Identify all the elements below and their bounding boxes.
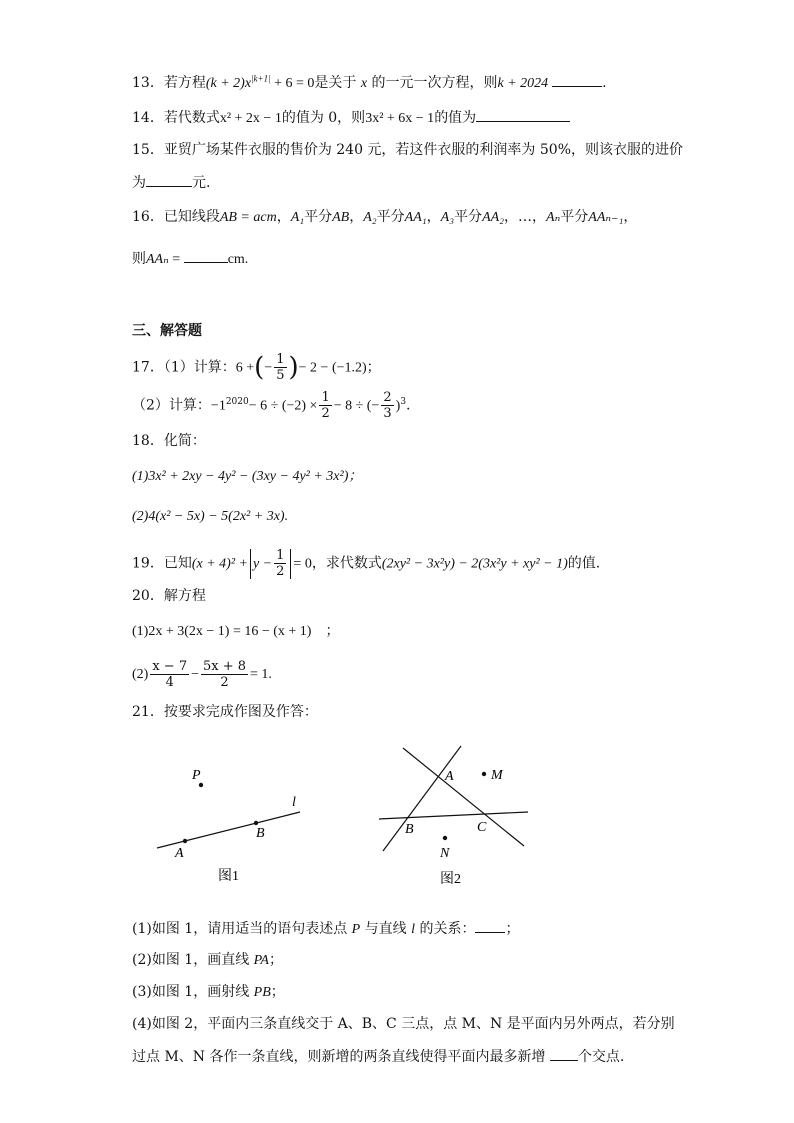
q13-exponent: |k+1| (251, 73, 271, 84)
q16-an: Aₙ (546, 210, 561, 225)
figure-1-caption: 图1 (218, 869, 239, 884)
q16-aa1: AA₁ (404, 210, 427, 225)
q20-frac1-den: 4 (165, 674, 174, 690)
q17-expr-1b: − 2 − (−1.2) (298, 360, 367, 376)
q16-answer-blank[interactable] (184, 248, 228, 263)
question-20-part-1: (1)2x + 3(2x − 1) = 16 − (x + 1) ； (132, 624, 340, 639)
q15-text-2: 元. (192, 175, 211, 191)
q19-fraction (274, 548, 286, 579)
q20-frac2-num: 5x + 8 (203, 658, 247, 674)
q16-a3: A₃ (440, 210, 455, 225)
q13-equation: (k + 2)x (205, 76, 252, 91)
question-16-line-1 (132, 207, 637, 228)
q13-answer-blank[interactable] (552, 72, 602, 87)
q16-text: 已知线段 (163, 209, 220, 225)
question-17-part-1 (132, 352, 381, 383)
q17-fraction-1 (274, 352, 286, 383)
label-p: P (192, 768, 201, 783)
point-m[interactable] (482, 772, 486, 776)
question-15-line-1: 15．亚贸广场某件衣服的售价为 240 元，若这件衣服的利润率为 50%，则该衣服的进价 (132, 142, 684, 158)
q17-number: 17． (132, 359, 164, 376)
q13-variable: x (360, 76, 368, 91)
q19-frac-den: 2 (276, 564, 285, 579)
q17-expr-2c: − 8 ÷ (− (333, 398, 380, 414)
q16-bisects-2: 平分 (376, 209, 405, 225)
label-c: C (477, 820, 487, 835)
label-m: M (491, 768, 503, 783)
q13-text: 若方程 (163, 75, 206, 91)
q17-frac1-den: 5 (276, 368, 285, 383)
q20-frac2-den: 2 (220, 674, 229, 690)
q21-2-text: (2)如图 1，画直线 (132, 952, 250, 968)
q21-1-line-l: l (411, 922, 416, 937)
q17-expr-1a: 6 + (235, 360, 255, 376)
q17-left-paren: ( (254, 352, 265, 383)
q19-number: 19． (132, 555, 164, 572)
q16-bisects: 平分 (304, 209, 333, 225)
q16-ab: AB (332, 210, 350, 225)
q17-end-2: . (406, 397, 411, 414)
q16-aa2: AA₂ (482, 210, 505, 225)
question-18-part-1: (1)3x² + 2xy − 4y² − (3xy − 4y² + 3x²)； (132, 469, 363, 484)
q19-abs-content: y − (252, 556, 273, 572)
q14-text-2: 的值为 0，则 (281, 110, 366, 126)
q17-expr-2a: −1 (210, 398, 226, 414)
question-21-part-3 (132, 982, 285, 1003)
label-a: A (445, 769, 454, 784)
question-20-part-2 (132, 656, 272, 692)
q21-1-point-p: P (351, 922, 361, 937)
label-b: B (405, 822, 414, 837)
q17-expr-2d: ) (395, 398, 401, 414)
question-14 (132, 107, 570, 129)
q16-comma-2: ， (349, 209, 364, 225)
q17-fraction-3 (381, 390, 393, 421)
q20-equals-one: = 1. (250, 667, 272, 682)
q13-end: . (602, 75, 607, 91)
q21-3-end: ； (270, 984, 285, 1000)
q19-text-3: 的值. (567, 555, 601, 572)
q16-a1: A₁ (290, 210, 305, 225)
q17-frac2-num: 1 (321, 390, 330, 405)
q14-expression-2: 3x² + 6x − 1 (365, 111, 435, 126)
q16-dots: ，…， (504, 209, 547, 225)
q21-4-end: 个交点. (577, 1049, 625, 1065)
q16-comma-3: ， (426, 209, 441, 225)
point-p[interactable] (199, 783, 203, 787)
q19-text-2: ，求代数式 (311, 555, 382, 572)
question-15-line-2 (132, 172, 210, 193)
q21-1-end: ； (505, 921, 520, 937)
q16-bisects-4: 平分 (560, 209, 589, 225)
q13-equation-rest: + 6 = 0 (270, 76, 315, 91)
q21-4-answer-blank[interactable] (550, 1046, 578, 1061)
q16-a2: A₂ (363, 210, 377, 225)
q16-segment: AB = acm (219, 210, 277, 225)
q17-expr-2b: − 6 ÷ (−2) × (248, 398, 318, 414)
q14-text: 若代数式 (163, 110, 220, 126)
q14-number: 14． (132, 110, 164, 126)
q16-number: 16． (132, 209, 164, 225)
q20-frac1-num: x − 7 (152, 658, 188, 674)
line-through-a-c (403, 748, 524, 846)
question-18-part-2: (2)4(x² − 5x) − 5(2x² + 3x). (132, 509, 289, 524)
q16-aan: AAₙ₋₁ (588, 210, 624, 225)
question-21-title: 21．按要求完成作图及作答： (132, 704, 318, 720)
label-l: l (292, 795, 296, 810)
point-b[interactable] (254, 821, 258, 825)
q19-abs-left (250, 549, 251, 579)
q16-comma-4: ， (623, 209, 638, 225)
label-n: N (440, 846, 450, 861)
q21-2-end: ； (268, 952, 283, 968)
point-a[interactable] (183, 839, 187, 843)
q13-expression: k + 2024 (497, 76, 549, 91)
q20-minus: − (191, 667, 199, 682)
line-through-a-b (383, 746, 461, 851)
q21-1-answer-blank[interactable] (475, 918, 505, 933)
q20-fraction-2 (201, 659, 248, 690)
q20-fraction-1 (150, 659, 189, 690)
q13-text-2: 是关于 (314, 75, 357, 91)
figure-1 (140, 760, 320, 890)
q17-frac1-num: 1 (276, 352, 285, 367)
point-n[interactable] (443, 836, 447, 840)
q16-comma: ， (276, 209, 291, 225)
q21-2-line-pa: PA (253, 953, 269, 968)
q16-aa-n: AAₙ (146, 252, 169, 267)
q16-text-then: 则 (132, 251, 146, 267)
q17-frac3-den: 3 (383, 406, 392, 421)
q19-text: 已知 (163, 555, 192, 572)
line-through-b-c (379, 812, 528, 819)
question-18-title: 18．化简： (132, 433, 206, 449)
q15-text: 为 (132, 175, 146, 191)
q17-exponent-3: 3 (400, 396, 407, 407)
q21-1-text: (1)如图 1，请用适当的语句表述点 (132, 921, 348, 937)
q21-3-ray-pb: PB (253, 985, 271, 1000)
question-21-part-4-line-1: (4)如图 2，平面内三条直线交于 A、B、C 三点，点 M、N 是平面内另外两点，若分别 (132, 1016, 675, 1032)
q17-exponent-2020: 2020 (225, 396, 249, 407)
q16-unit: cm. (227, 252, 249, 267)
q17-right-paren: ) (288, 352, 299, 383)
q17-minus: − (264, 360, 273, 376)
q15-answer-blank[interactable] (146, 172, 192, 187)
question-21-part-2 (132, 950, 283, 971)
figure-2 (370, 740, 540, 890)
q14-text-3: 的值为 (434, 110, 477, 126)
q17-fraction-2 (319, 390, 331, 421)
q21-1-text-3: 的关系： (419, 921, 476, 937)
question-17-part-2 (132, 390, 411, 421)
q19-expression-3: (2xy² − 3x²y) − 2(3x²y + xy² − 1) (381, 556, 568, 572)
q13-text-3: 的一元一次方程，则 (371, 75, 498, 91)
q21-3-text: (3)如图 1，画射线 (132, 984, 250, 1000)
line-l (157, 812, 300, 848)
q13-number: 13． (132, 75, 164, 91)
q19-frac-num: 1 (276, 548, 285, 563)
q19-abs-right (290, 549, 291, 579)
question-16-line-2 (132, 248, 248, 270)
question-21-part-4-line-2 (132, 1046, 624, 1067)
q17-part-2-label: （2）计算： (132, 397, 211, 414)
q14-answer-blank[interactable] (476, 107, 570, 122)
figure-2-caption: 图2 (440, 872, 461, 887)
label-a: A (175, 846, 184, 861)
q17-end-1: ； (366, 359, 381, 376)
q19-expression-1: (x + 4)² + (191, 556, 248, 572)
label-b: B (256, 826, 265, 841)
section-heading: 三、解答题 (132, 323, 202, 339)
q17-frac3-num: 2 (383, 390, 392, 405)
question-19 (132, 548, 600, 578)
q21-4-text: 过点 M、N 各作一条直线，则新增的两条直线使得平面内最多新增 (132, 1049, 546, 1065)
q16-equals: = (168, 252, 184, 267)
q17-frac2-den: 2 (321, 406, 330, 421)
question-13 (132, 72, 607, 94)
question-20-title: 20．解方程 (132, 588, 206, 604)
q19-expression-2: = 0 (293, 556, 312, 572)
q21-1-text-2: 与直线 (364, 921, 407, 937)
q20-part-2-label: (2) (132, 667, 149, 682)
q16-bisects-3: 平分 (454, 209, 483, 225)
q17-part-1-label: （1）计算： (163, 359, 236, 376)
q14-expression-1: x² + 2x − 1 (219, 111, 282, 126)
question-21-part-1 (132, 918, 519, 940)
